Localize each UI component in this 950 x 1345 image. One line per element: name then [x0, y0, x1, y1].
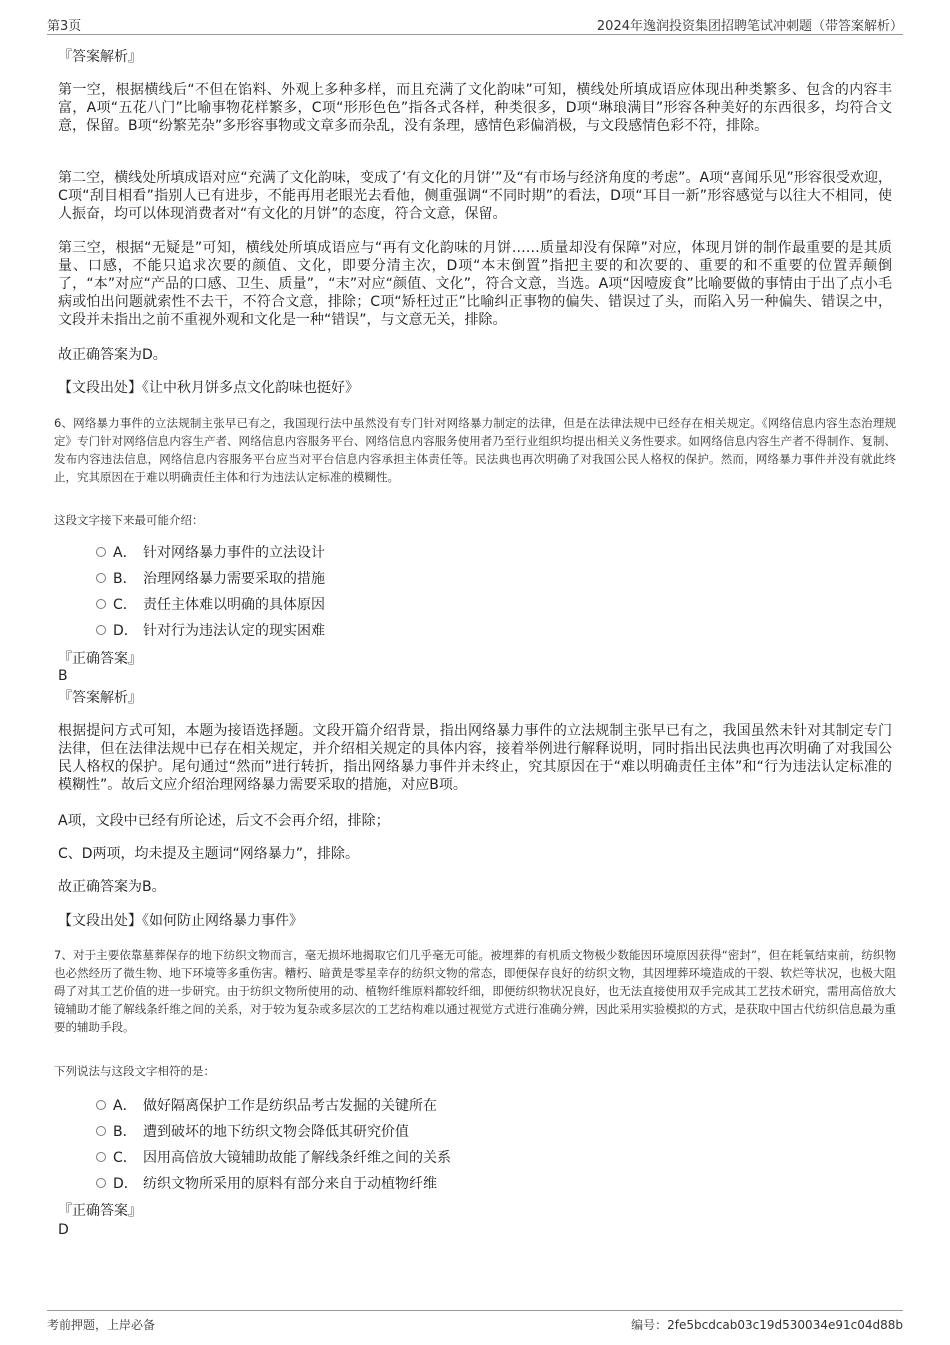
page-number: 第3页 — [47, 19, 82, 34]
option-text: 责任主体难以明确的具体原因 — [143, 597, 325, 613]
q7-answer-tag: 『正确答案』 — [58, 1203, 142, 1219]
option-text: 做好隔离保护工作是纺织品考古发掘的关键所在 — [143, 1098, 437, 1114]
option-text: 遭到破坏的地下纺织文物会降低其研究价值 — [143, 1124, 409, 1140]
q7-prompt: 下列说法与这段文字相符的是： — [54, 1064, 215, 1078]
q6-analysis-para-1: 根据提问方式可知，本题为接语选择题。文段开篇介绍背景，指出网络暴力事件的立法规制主张早已有之，我国虽然未针对其制定专门法律，但在法律法规中已存在相关规定，并介绍相关规定的具体内容，接着举例进行解释说明，同时指出民法典也再次明确了对我国公民人格权的保护。尾句通过“然而”进行转折，指出网络暴力事件并未终止，究其原因在于“难以明确责任主体”和“行为违法认定标准的模糊性”。故后文应介绍治理网络暴力需要采取的措施，对应B项。 — [58, 723, 892, 793]
option-letter: D． — [113, 1176, 138, 1192]
radio-icon[interactable] — [96, 573, 106, 583]
option-text: 治理网络暴力需要采取的措施 — [143, 571, 325, 587]
q5-analysis-para-3: 第三空，根据“无疑是”可知，横线处所填成语应与“再有文化韵味的月饼……质量却没有保障”对应，体现月饼的制作最重要的是其质量、口感，不能只追求次要的颜值、文化，即要分清主次，D项“本末倒置”指把主要的和次要的、重要的和不重要的位置弄颠倒了，“本”对应“产品的口感、卫生、质量”，“末”对应“颜值、文化”，符合文意，当选。A项“因噎废食”比喻要做的事情由于出了点小毛病或怕出问题就索性不去干，不符合文意，排除；C项“矫枉过正”比喻纠正事物的偏失、错误过了头，而陷入另一种偏失、错误之中，文段并未指出之前不重视外观和文化是一种“错误”，与文意无关，排除。 — [58, 240, 892, 328]
q6-answer: B — [58, 668, 68, 684]
radio-icon[interactable] — [96, 1152, 106, 1162]
radio-icon[interactable] — [96, 599, 106, 609]
q6-answer-tag: 『正确答案』 — [58, 651, 142, 667]
q7-option-d[interactable] — [96, 1174, 437, 1194]
q5-source: 【文段出处】《让中秋月饼多点文化韵味也挺好》 — [58, 380, 359, 396]
radio-icon[interactable] — [96, 1126, 106, 1136]
q6-conclusion: 故正确答案为B。 — [58, 879, 166, 895]
radio-icon[interactable] — [96, 1178, 106, 1188]
q7-option-c[interactable] — [96, 1148, 451, 1168]
q7-option-a[interactable] — [96, 1096, 437, 1116]
q6-prompt: 这段文字接下来最可能介绍： — [54, 513, 204, 527]
q6-analysis-para-3: C、D两项，均未提及主题词“网络暴力”，排除。 — [58, 846, 360, 862]
option-letter: D． — [113, 623, 138, 639]
document-title: 2024年逸润投资集团招聘笔试冲刺题（带答案解析） — [596, 19, 903, 34]
option-letter: B． — [113, 571, 137, 587]
option-letter: C． — [113, 1150, 137, 1166]
document-id: 编号：2fe5bcdcab03c19d530034e91c04d88b — [631, 1318, 903, 1332]
radio-icon[interactable] — [96, 547, 106, 557]
option-text: 针对网络暴力事件的立法设计 — [143, 545, 325, 561]
q6-source: 【文段出处】《如何防止网络暴力事件》 — [58, 913, 303, 929]
q5-conclusion: 故正确答案为D。 — [58, 347, 167, 363]
q7-answer: D — [58, 1222, 69, 1238]
q6-option-a[interactable] — [96, 543, 325, 563]
q6-analysis-para-2: A项，文段中已经有所论述，后文不会再介绍，排除； — [58, 813, 390, 829]
q7-question-text: 7、对于主要依靠墓葬保存的地下纺织文物而言，毫无损坏地揭取它们几乎毫无可能。被埋葬的有机质文物极少数能因环境原因获得“密封”，但在耗氧结束前，纺织物也必然经历了微生物、地下环境等多重伤害。糟朽、暗黄是零星幸存的纺织文物的常态，即便保存良好的纺织文物，其因埋葬环境造成的干裂、软烂等状况，也极大阻碍了对其工艺价值的进一步研究。由于纺织文物所使用的动、植物纤维原料都较纤细，即便纺织物状况良好，也无法直接使用双手完成其工艺技术研究，需用高倍放大镜辅助才能了解线条纤维之间的关系，对于较为复杂或多层次的工艺结构难以通过视觉方式进行准确分辨，因此采用实验模拟的方式，是获取中国古代纺织信息最为重要的辅助手段。 — [54, 948, 896, 1034]
q5-analysis-para-2: 第二空，横线处所填成语对应“充满了文化韵味，变成了‘有文化的月饼’”及“有市场与经济角度的考虑”。A项“喜闻乐见”形容很受欢迎，C项“刮目相看”指别人已有进步，不能再用老眼光去看他，侧重强调“不同时期”的看法，D项“耳目一新”形容感觉与以往大不相同，使人振奋，均可以体现消费者对“有文化的月饼”的态度，符合文意，保留。 — [58, 170, 892, 222]
footer-slogan: 考前押题，上岸必备 — [47, 1318, 156, 1332]
q6-analysis-tag: 『答案解析』 — [58, 690, 142, 706]
q6-option-d[interactable] — [96, 621, 325, 641]
radio-icon[interactable] — [96, 1100, 106, 1110]
q6-option-b[interactable] — [96, 569, 325, 589]
q7-option-b[interactable] — [96, 1122, 409, 1142]
option-letter: A． — [113, 1098, 137, 1114]
q6-option-c[interactable] — [96, 595, 325, 615]
q6-question-text: 6、网络暴力事件的立法规制主张早已有之，我国现行法中虽然没有专门针对网络暴力制定的法律，但是在法律法规中已经存在相关规定。《网络信息内容生态治理规定》专门针对网络信息内容生产者、网络信息内容服务平台、网络信息内容服务使用者乃至行业组织均提出相关义务性要求。如网络信息内容生产者不得制作、复制、发布内容违法信息，网络信息内容服务平台应当对平台信息内容承担主体责任等。民法典也再次明确了对我国公民人格权的保护。然而，网络暴力事件并没有就此终止，究其原因在于难以明确责任主体和行为违法认定标准的模糊性。 — [54, 416, 896, 484]
option-letter: A． — [113, 545, 137, 561]
option-text: 针对行为违法认定的现实困难 — [143, 623, 325, 639]
page-footer — [47, 1310, 903, 1335]
option-letter: C． — [113, 597, 137, 613]
q5-analysis-tag: 『答案解析』 — [58, 49, 142, 65]
radio-icon[interactable] — [96, 625, 106, 635]
option-text: 纺织文物所采用的原料有部分来自于动植物纤维 — [143, 1176, 437, 1192]
q5-analysis-para-1: 第一空，根据横线后“不但在馅料、外观上多种多样，而且充满了文化韵味”可知，横线处所填成语应体现出种类繁多、包含的内容丰富，A项“五花八门”比喻事物花样繁多，C项“形形色色”指各式各样，种类很多，D项“琳琅满目”形容各种美好的东西很多，均符合文意，保留。B项“纷繁芜杂”多形容事物或文章多而杂乱，没有条理，感情色彩偏消极，与文段感情色彩不符，排除。 — [58, 82, 892, 134]
page-header — [47, 14, 903, 35]
option-letter: B． — [113, 1124, 137, 1140]
option-text: 因用高倍放大镜辅助故能了解线条纤维之间的关系 — [143, 1150, 451, 1166]
